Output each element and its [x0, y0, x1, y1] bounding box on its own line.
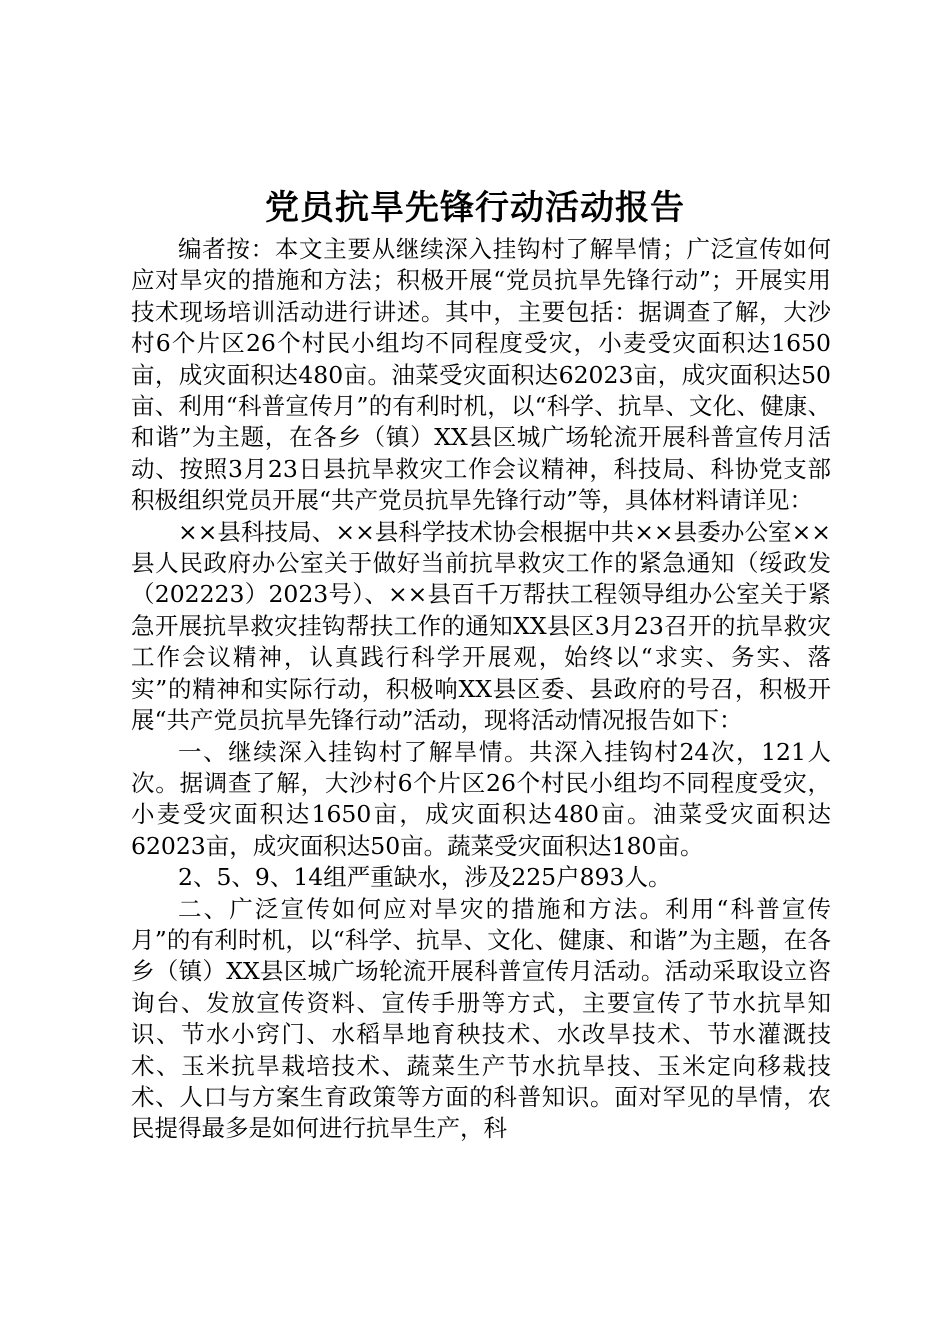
- document-body: [131, 234, 831, 1145]
- intro-paragraph: ××县科技局、××县科学技术协会根据中共××县委办公室××县人民政府办公室关于做好当前抗旱救灾工作的紧急通知（绥政发（202223）2023号）、××县百千万帮扶工程领导组办公室关于紧急开展抗旱救灾挂钩帮扶工作的通知XX县区3月23召开的抗旱救灾工作会议精神，认真践行科学开展观，始终以“求实、务实、落实”的精神和实际行动，积极响XX县区委、县政府的号召，积极开展“共产党员抗旱先锋行动”活动，现将活动情况报告如下：: [131, 517, 831, 735]
- water-shortage-paragraph: 2、5、9、14组严重缺水，涉及225户893人。: [178, 863, 672, 892]
- editor-note-paragraph: 编者按：本文主要从继续深入挂钩村了解旱情；广泛宣传如何应对旱灾的措施和方法；积极开展“党员抗旱先锋行动”；开展实用技术现场培训活动进行讲述。其中，主要包括：据调查了解，大沙村6个片区26个村民小组均不同程度受灾，小麦受灾面积达1650亩，成灾面积达480亩。油菜受灾面积达62023亩，成灾面积达50亩、利用“科普宣传月”的有利时机，以“科学、抗旱、文化、健康、和谐”为主题，在各乡（镇）XX县区城广场轮流开展科普宣传月活动、按照3月23日县抗旱救灾工作会议精神，科技局、科协党支部积极组织党员开展“共产党员抗旱先锋行动”等，具体材料请详见：: [131, 235, 831, 515]
- section-one-paragraph: 一、继续深入挂钩村了解旱情。共深入挂钩村24次，121人次。据调查了解，大沙村6个片区26个村民小组均不同程度受灾，小麦受灾面积达1650亩，成灾面积达480亩。油菜受灾面积达62023亩，成灾面积达50亩。蔬菜受灾面积达180亩。: [131, 737, 831, 860]
- document-title: 党员抗旱先锋行动活动报告: [265, 188, 685, 228]
- section-two-paragraph: 二、广泛宣传如何应对旱灾的措施和方法。利用“科普宣传月”的有利时机，以“科学、抗旱、文化、健康、和谐”为主题，在各乡（镇）XX县区城广场轮流开展科普宣传月活动。活动采取设立咨询台、发放宣传资料、宣传手册等方式，主要宣传了节水抗旱知识、节水小窍门、水稻旱地育秧技术、水改旱技术、节水灌溉技术、玉米抗旱栽培技术、蔬菜生产节水抗旱技、玉米定向移栽技术、人口与方案生育政策等方面的科普知识。面对罕见的旱情，农民提得最多是如何进行抗旱生产，科: [131, 894, 831, 1143]
